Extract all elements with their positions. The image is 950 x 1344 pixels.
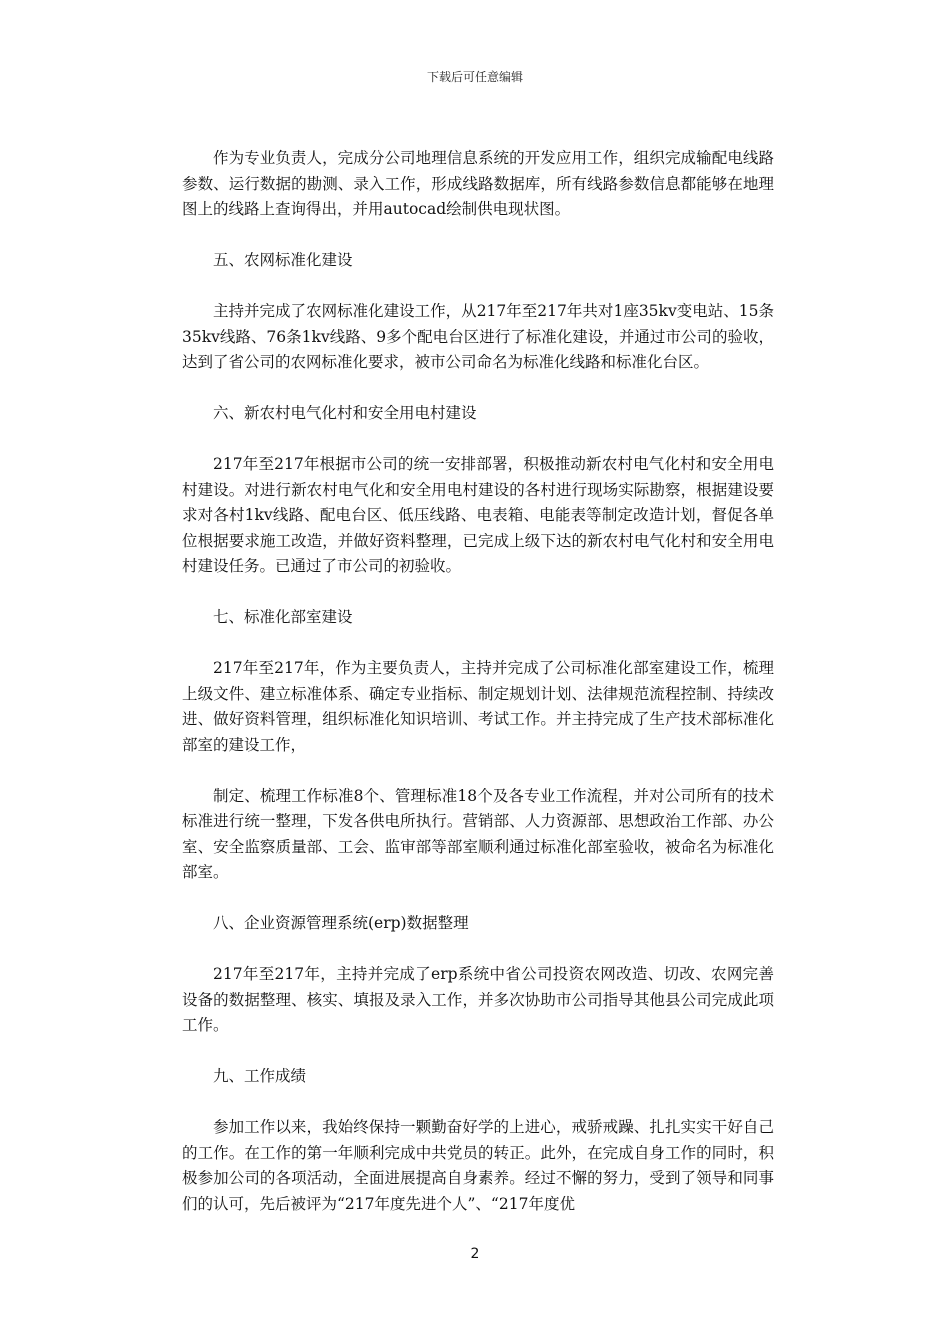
paragraph-standardized-department: 217年至217年，作为主要负责人，主持并完成了公司标准化部室建设工作，梳理上级文件、建立标准体系、确定专业指标、制定规划计划、法律规范流程控制、持续改进、做好资料管理，组织标准化知识培训、考试工作。并主持完成了生产技术部标准化部室的建设工作，	[182, 659, 774, 754]
paragraph-work-achievements: 参加工作以来，我始终保持一颗勤奋好学的上进心，戒骄戒躁、扎扎实实干好自己的工作。在工作的第一年顺利完成中共党员的转正。此外，在完成自身工作的同时，积极参加公司的各项活动，全面进展提高自身素养。经过不懈的努力，受到了领导和同事们的认可，先后被评为“217年度先进个人”、“217年度优	[182, 1118, 774, 1213]
page-number: 2	[470, 1246, 480, 1262]
section-heading-9: 九、工作成绩	[213, 1067, 307, 1085]
paragraph-erp-data: 217年至217年，主持并完成了erp系统中省公司投资农网改造、切改、农网完善设备的数据整理、核实、填报及录入工作，并多次协助市公司指导其他县公司完成此项工作。	[182, 965, 774, 1034]
paragraph-standards-formulation: 制定、梳理工作标准8个、管理标准18个及各专业工作流程，并对公司所有的技术标准进行统一整理，下发各供电所执行。营销部、人力资源部、思想政治工作部、办公室、安全监察质量部、工会、监审部等部室顺利通过标准化部室验收，被命名为标准化部室。	[182, 786, 774, 881]
paragraph-rural-grid-standardization: 主持并完成了农网标准化建设工作，从217年至217年共对1座35kv变电站、15条35kv线路、76条1kv线路、9多个配电台区进行了标准化建设，并通过市公司的验收，达到了省公司的农网标准化要求，被市公司命名为标准化线路和标准化台区。	[182, 302, 774, 371]
paragraph-electrified-village: 217年至217年根据市公司的统一安排部署，积极推动新农村电气化村和安全用电村建设。对进行新农村电气化和安全用电村建设的各村进行现场实际勘察，根据建设要求对各村1kv线路、配电台区、低压线路、电表箱、电能表等制定改造计划，督促各单位根据要求施工改造，并做好资料整理，已完成上级下达的新农村电气化村和安全用电村建设任务。已通过了市公司的初验收。	[182, 455, 774, 575]
paragraph-gis-work: 作为专业负责人，完成分公司地理信息系统的开发应用工作，组织完成输配电线路参数、运行数据的勘测、录入工作，形成线路数据库，所有线路参数信息都能够在地理图上的线路上查询得出，并用autocad绘制供电现状图。	[182, 149, 774, 218]
section-heading-8: 八、企业资源管理系统(erp)数据整理	[213, 914, 469, 932]
section-heading-5: 五、农网标准化建设	[213, 251, 353, 269]
page-header: 下载后可任意编辑	[426, 70, 523, 84]
section-heading-6: 六、新农村电气化村和安全用电村建设	[213, 404, 477, 422]
section-heading-7: 七、标准化部室建设	[213, 608, 353, 626]
document-body	[182, 146, 774, 1217]
